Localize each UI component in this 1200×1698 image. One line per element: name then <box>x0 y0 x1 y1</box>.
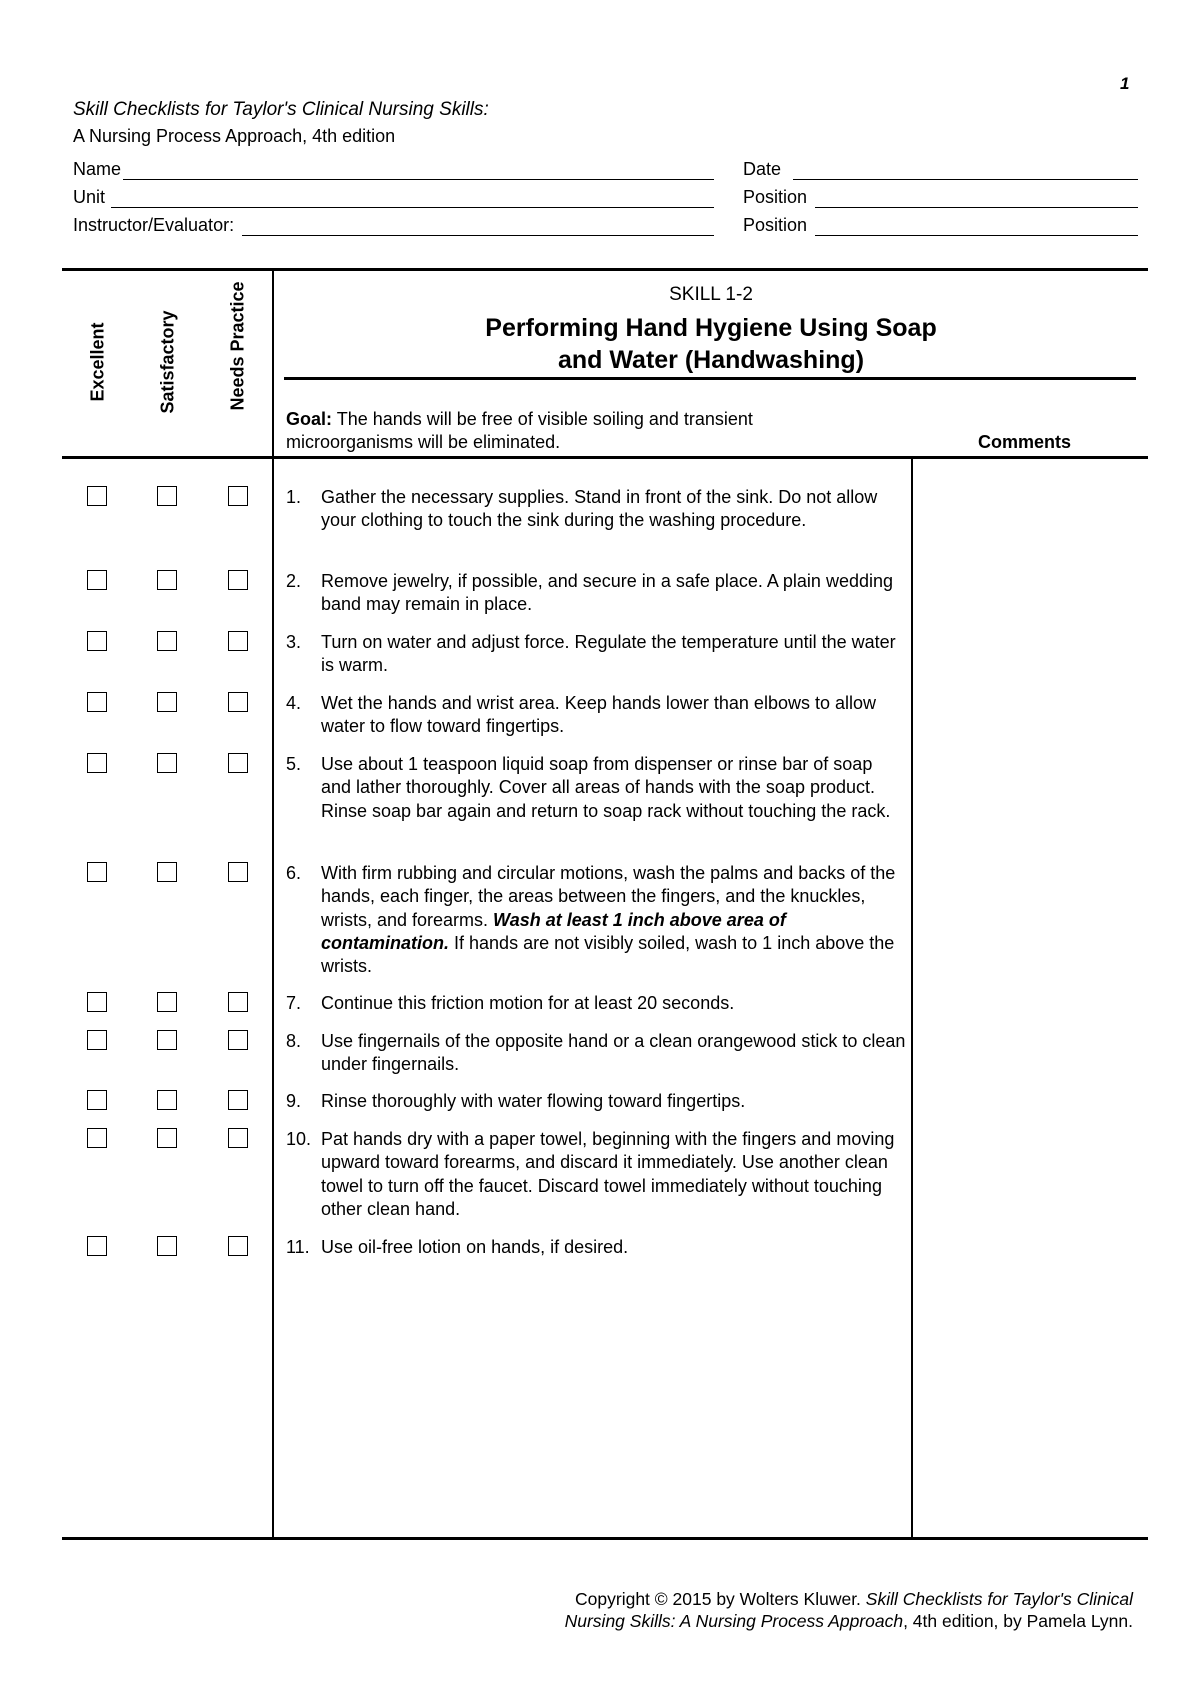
step-text: Gather the necessary supplies. Stand in front of the sink. Do not allow your clothing to touch the sink during the washing procedure. <box>321 487 878 531</box>
date-label: Date <box>743 159 782 179</box>
step-number: 10. <box>286 1129 312 1149</box>
instructor-line[interactable] <box>242 218 714 236</box>
step-text: Rinse thoroughly with water flowing toward fingertips. <box>321 1091 746 1111</box>
needs-practice-checkbox[interactable] <box>228 753 248 773</box>
comments-header: Comments <box>978 432 1072 452</box>
step-number: 6. <box>286 863 302 883</box>
table-header-rule <box>62 456 1148 459</box>
name-field[interactable] <box>73 158 714 180</box>
goal-text: The hands will be free of visible soiling and transient microorganisms will be eliminated. <box>286 409 753 452</box>
step-number: 9. <box>286 1091 302 1111</box>
excellent-checkbox[interactable] <box>87 1030 107 1050</box>
step-text: Use oil-free lotion on hands, if desired. <box>321 1237 629 1257</box>
satisfactory-checkbox[interactable] <box>157 486 177 506</box>
position-field-1[interactable] <box>743 186 1138 208</box>
step-10 <box>286 1128 906 1221</box>
needs-practice-checkbox[interactable] <box>228 1090 248 1110</box>
step-text: Use about 1 teaspoon liquid soap from dispenser or rinse bar of soap and lather thoroughly. Cover all areas of hands with the soap product. Rinse soap bar again and return to soap rack without touching the rack. <box>321 754 891 821</box>
step-2 <box>286 570 906 617</box>
excellent-checkbox[interactable] <box>87 992 107 1012</box>
step-number: 11. <box>286 1237 310 1257</box>
excellent-checkbox[interactable] <box>87 570 107 590</box>
needs-practice-checkbox[interactable] <box>228 692 248 712</box>
position-field-2[interactable] <box>743 214 1138 236</box>
needs-practice-checkbox[interactable] <box>228 570 248 590</box>
excellent-checkbox[interactable] <box>87 692 107 712</box>
step-text: Pat hands dry with a paper towel, beginning with the fingers and moving upward toward forearms, and discard it immediately. Use another clean towel to turn off the faucet. Discard towel immediately without touching other clean hand. <box>321 1129 895 1219</box>
step-11 <box>286 1236 906 1259</box>
copyright-title-a: Skill Checklists for Taylor's Clinical <box>865 1589 1133 1609</box>
step-4 <box>286 692 906 739</box>
needs-practice-checkbox[interactable] <box>228 1128 248 1148</box>
satisfactory-checkbox[interactable] <box>157 1236 177 1256</box>
step-text <box>321 862 906 978</box>
step-6 <box>286 862 906 978</box>
name-label: Name <box>73 159 122 179</box>
unit-line[interactable] <box>111 190 714 208</box>
step-text: Remove jewelry, if possible, and secure in a safe place. A plain wedding band may remain in place. <box>321 571 893 615</box>
table-top-rule <box>62 268 1148 271</box>
book-title: Skill Checklists for Taylor's Clinical Nursing Skills: <box>73 99 489 120</box>
skill-title-line-2: and Water (Handwashing) <box>557 346 865 374</box>
skill-title-line-1: Performing Hand Hygiene Using Soap <box>485 314 937 342</box>
step-5 <box>286 753 906 823</box>
date-field[interactable] <box>743 158 1138 180</box>
excellent-checkbox[interactable] <box>87 1090 107 1110</box>
unit-label: Unit <box>73 187 106 207</box>
step-text-before: With firm rubbing and circular motions, wash the palms and backs of the hands, each finger, the areas between the fingers, and the knuckles, wrists, and forearms. <box>321 863 896 930</box>
skill-number: SKILL 1-2 <box>669 284 753 305</box>
step-1 <box>286 486 906 533</box>
satisfactory-checkbox[interactable] <box>157 1090 177 1110</box>
step-number: 2. <box>286 571 302 591</box>
step-text: Use fingernails of the opposite hand or a clean orangewood stick to clean under fingernails. <box>321 1031 906 1075</box>
page-number: 1 <box>1120 74 1130 93</box>
step-text-after: If hands are not visibly soiled, wash to 1 inch above the wrists. <box>321 932 895 977</box>
excellent-checkbox[interactable] <box>87 1236 107 1256</box>
satisfactory-checkbox[interactable] <box>157 1128 177 1148</box>
satisfactory-checkbox[interactable] <box>157 862 177 882</box>
date-line[interactable] <box>793 162 1138 180</box>
satisfactory-checkbox[interactable] <box>157 753 177 773</box>
needs-practice-checkbox[interactable] <box>228 631 248 651</box>
rating-column-divider <box>272 270 274 1538</box>
position-line-1[interactable] <box>815 190 1138 208</box>
step-8 <box>286 1030 906 1077</box>
satisfactory-checkbox[interactable] <box>157 1030 177 1050</box>
excellent-checkbox[interactable] <box>87 1128 107 1148</box>
comments-column-divider <box>911 458 913 1538</box>
step-number: 8. <box>286 1031 302 1051</box>
needs-practice-checkbox[interactable] <box>228 1236 248 1256</box>
step-3 <box>286 631 906 678</box>
step-text: Turn on water and adjust force. Regulate the temperature until the water is warm. <box>321 632 896 676</box>
step-text: Continue this friction motion for at least 20 seconds. <box>321 993 735 1013</box>
title-underline <box>284 377 1136 380</box>
instructor-field[interactable] <box>73 214 714 236</box>
copyright-suffix: , 4th edition, by Pamela Lynn. <box>903 1611 1133 1631</box>
copyright-line-2 <box>565 1610 1133 1632</box>
satisfactory-checkbox[interactable] <box>157 992 177 1012</box>
excellent-checkbox[interactable] <box>87 753 107 773</box>
position-label-2: Position <box>743 215 808 235</box>
satisfactory-checkbox[interactable] <box>157 570 177 590</box>
goal-label: Goal: <box>286 409 333 429</box>
step-7 <box>286 992 906 1015</box>
step-text: Wet the hands and wrist area. Keep hands lower than elbows to allow water to flow toward fingertips. <box>321 693 876 737</box>
satisfactory-checkbox[interactable] <box>157 631 177 651</box>
step-text-emphasis: Wash at least 1 inch above area of contamination. <box>321 909 786 953</box>
needs-practice-checkbox[interactable] <box>228 992 248 1012</box>
unit-field[interactable] <box>73 186 714 208</box>
step-number: 5. <box>286 754 302 774</box>
table-bottom-rule <box>62 1537 1148 1540</box>
excellent-checkbox[interactable] <box>87 631 107 651</box>
needs-practice-checkbox[interactable] <box>228 1030 248 1050</box>
needs-practice-checkbox[interactable] <box>228 862 248 882</box>
satisfactory-header: Satisfactory <box>157 310 178 414</box>
goal <box>286 408 876 454</box>
copyright-title-b: Nursing Skills: A Nursing Process Approach <box>564 1611 904 1631</box>
position-line-2[interactable] <box>815 218 1138 236</box>
name-line[interactable] <box>123 162 714 180</box>
step-number: 1. <box>286 487 302 507</box>
position-label-1: Position <box>743 187 808 207</box>
satisfactory-checkbox[interactable] <box>157 692 177 712</box>
copyright-prefix: Copyright © 2015 by Wolters Kluwer. <box>575 1589 866 1609</box>
excellent-checkbox[interactable] <box>87 486 107 506</box>
needs-practice-checkbox[interactable] <box>228 486 248 506</box>
copyright-line-1 <box>565 1588 1133 1610</box>
excellent-header: Excellent <box>87 322 108 402</box>
skill-title <box>286 312 1136 376</box>
step-number: 4. <box>286 693 302 713</box>
book-subtitle: A Nursing Process Approach, 4th edition <box>73 126 396 146</box>
step-9 <box>286 1090 906 1113</box>
instructor-label: Instructor/Evaluator: <box>73 215 235 235</box>
copyright-notice <box>565 1588 1133 1632</box>
step-number: 3. <box>286 632 302 652</box>
excellent-checkbox[interactable] <box>87 862 107 882</box>
step-number: 7. <box>286 993 302 1013</box>
needs-practice-header: Needs Practice <box>227 281 248 411</box>
